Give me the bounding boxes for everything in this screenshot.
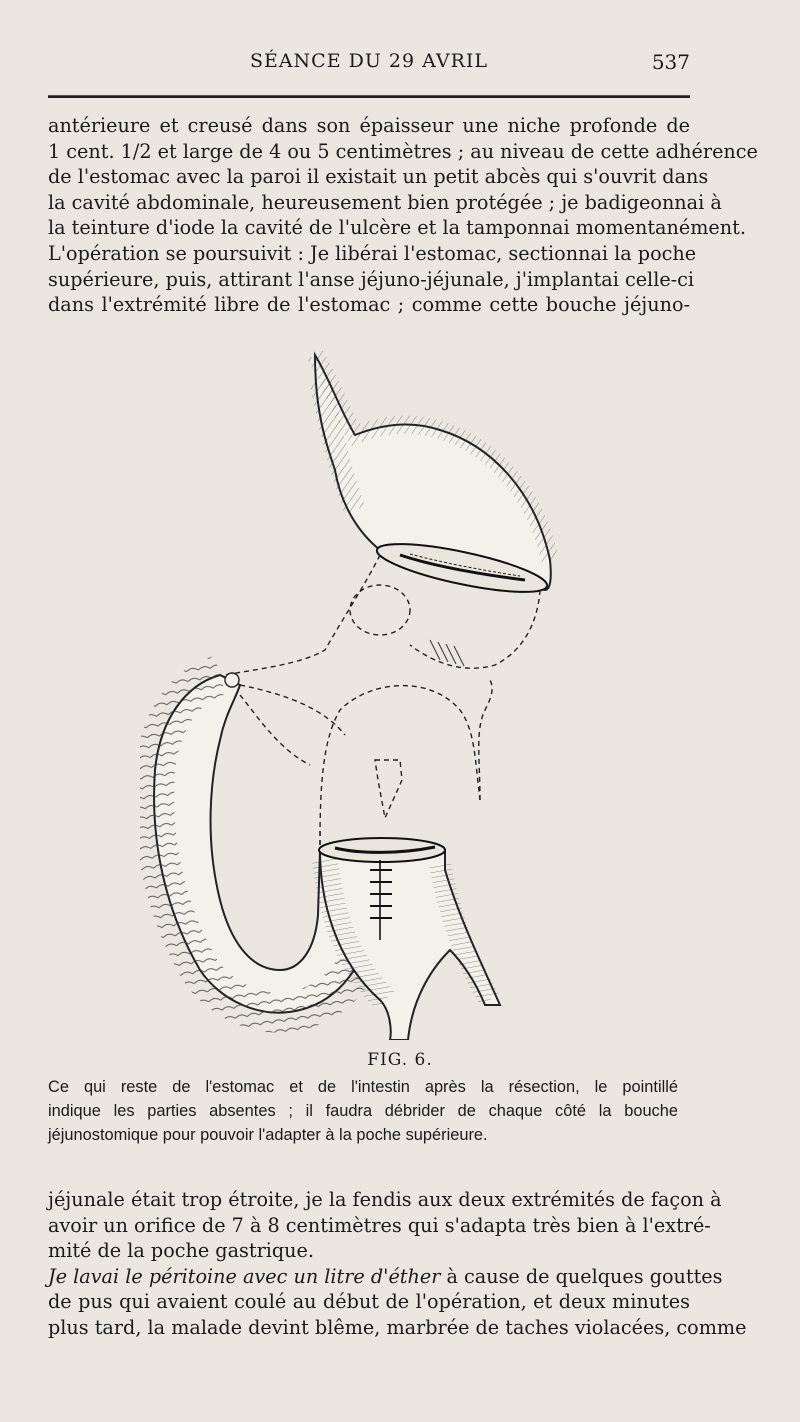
text-line: la cavité abdominale, heureusement bien protégée ; je badigeonnai à [48,190,722,214]
text-line: mité de la poche gastrique. [48,1239,314,1263]
caption-line: jéjunostomique pour pouvoir l'adapter à la poche supérieure. [48,1126,488,1144]
text-line: antérieure et creusé dans son épaisseur une niche profonde de [48,114,690,137]
figure-caption [48,1075,678,1147]
page-number: 537 [651,50,690,74]
italic-phrase: Je lavai le péritoine avec un litre d'éther [48,1264,441,1288]
running-head-title: SÉANCE DU 29 AVRIL [249,50,489,72]
text-line: dans l'extrémité libre de l'estomac ; comme cette bouche jéjuno- [48,293,690,317]
caption-line: Ce qui reste de l'estomac et de l'intestin après la résection, le pointillé [48,1078,678,1096]
dashed-absent-parts [225,555,540,845]
bottom-paragraph [48,1187,747,1341]
hatch-ticks [430,640,464,666]
text-line: L'opération se poursuivit : Je libérai l'estomac, sectionnai la poche [48,241,697,265]
stomach-pouch [315,355,551,602]
header-rule [48,95,690,98]
top-paragraph [48,113,758,318]
text-line: la teinture d'iode la cavité de l'ulcère et la tamponnai momentanément. [48,216,746,240]
text-line: avoir un orifice de 7 à 8 centimètres qui s'adapta très bien à l'extré- [48,1213,711,1237]
text-line [48,1264,723,1290]
text-line: de pus qui avaient coulé au début de l'opération, et deux minutes [48,1290,690,1314]
caption-line: indique les parties absentes ; il faudra débrider de chaque côté la bouche [48,1102,678,1120]
text-fragment: à cause de quelques gouttes [440,1264,723,1288]
jejunostomy-limb [319,838,500,1040]
running-head [48,50,690,80]
text-line: de l'estomac avec la paroi il existait un petit abcès qui s'ouvrit dans [48,165,709,189]
text-line: supérieure, puis, attirant l'anse jéjuno-jéjunale, j'implantai celle-ci [48,267,695,291]
figure-label: FIG. 6. [367,1050,433,1070]
text-line: plus tard, la malade devint blême, marbrée de taches violacées, comme [48,1315,747,1339]
text-line: jéjunale était trop étroite, je la fendis aux deux extrémités de façon à [48,1188,722,1211]
text-line: 1 cent. 1/2 et large de 4 ou 5 centimètres ; au niveau de cette adhérence [48,139,758,163]
stomach-intestine-illustration [140,340,560,1040]
